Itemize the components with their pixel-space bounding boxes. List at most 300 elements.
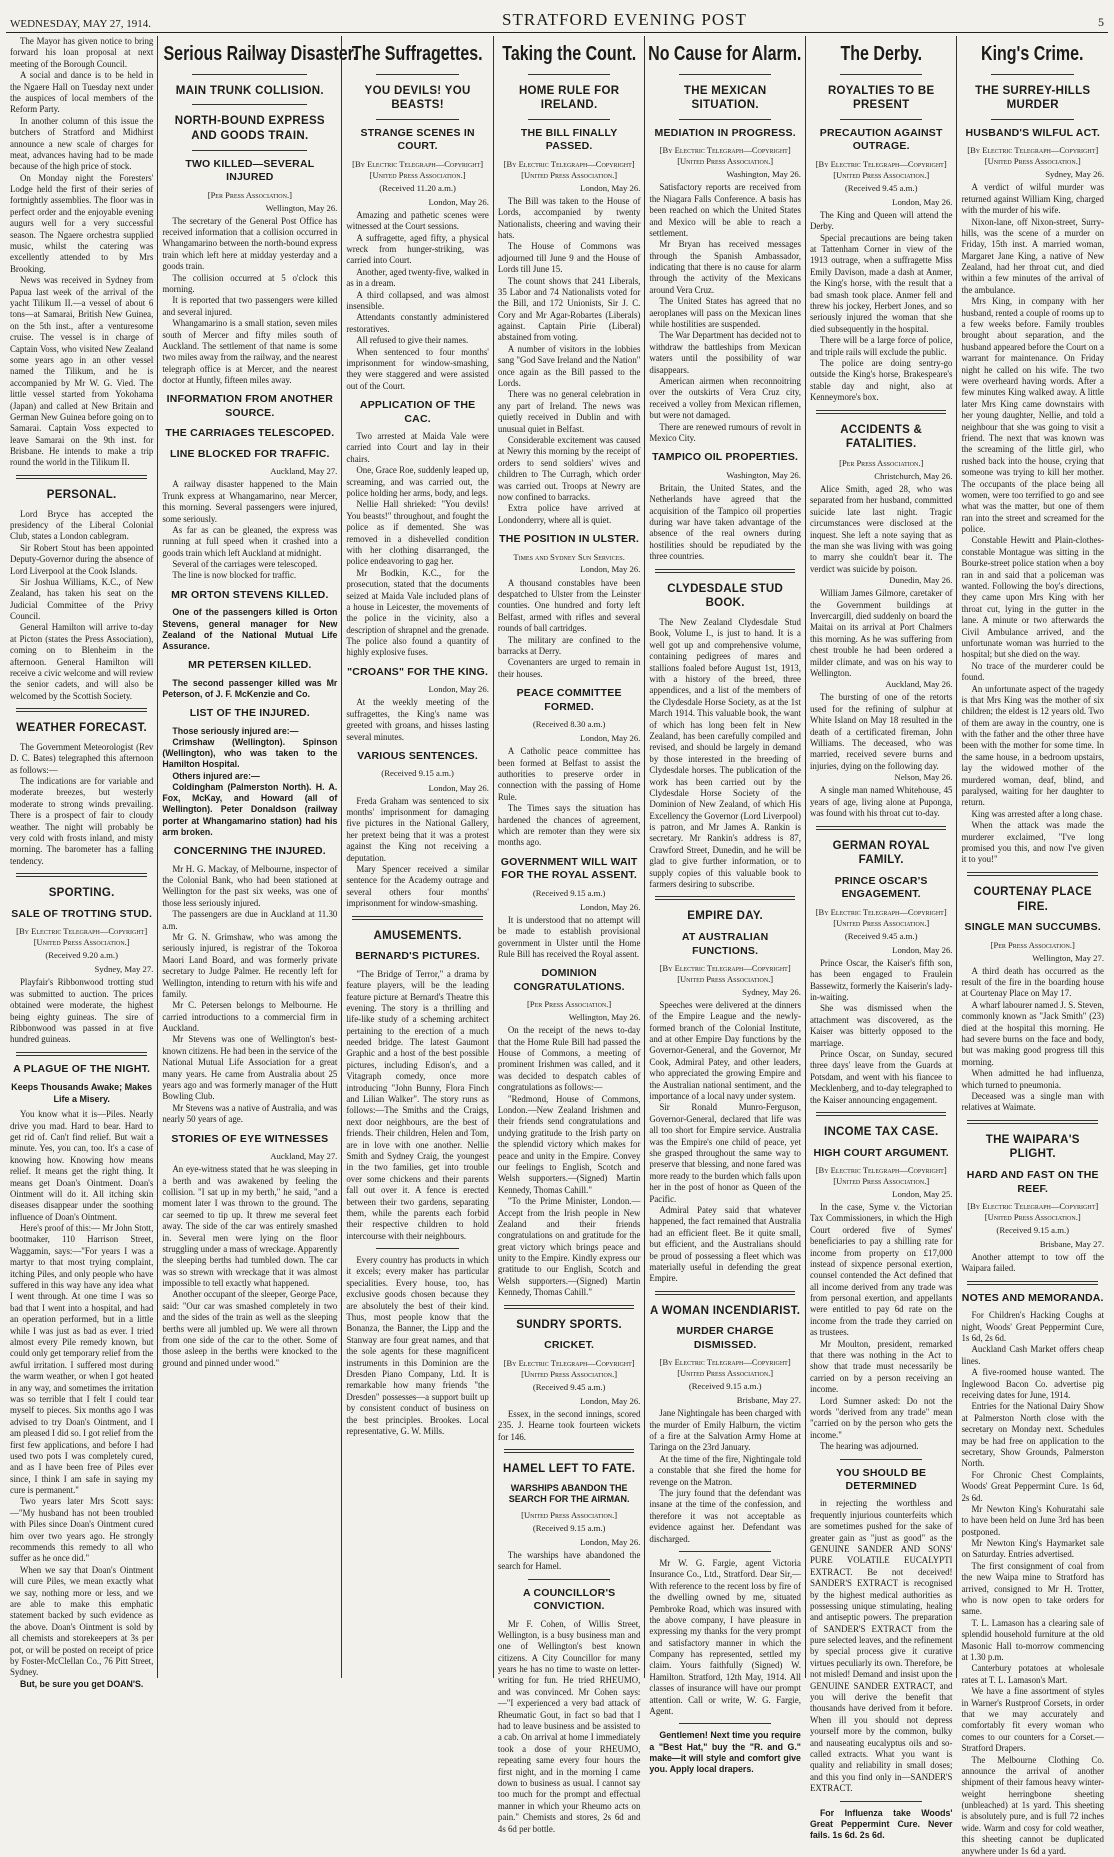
received-time: (Received 9.15 a.m.): [498, 1523, 641, 1534]
paragraph: Coldingham (Palmerston North). H. A. Fox, McKay, and Howard (all of Wellington). Peter Donaldson (railway porter at Whangamarino station) had his arm broken.: [162, 782, 337, 838]
subheading: BERNARD'S PICTURES.: [346, 950, 489, 963]
paragraph: The second passenger killed was Mr Peterson, of J. F. McKenzie and Co.: [162, 678, 337, 701]
divider: [991, 119, 1074, 120]
advert-heading: A COUNCILLOR'S CONVICTION.: [498, 1587, 641, 1614]
paragraph: There are renewed rumours of revolt in Mexico City.: [649, 422, 801, 445]
column-title: Serious Railway Disaster.: [164, 42, 336, 68]
paragraph: Considerable excitement was caused at Newry this morning by the receipt of orders to send soldiers' wives and children to The Curragh, which order was carried out. Troops at Newry are now confined to barracks.: [498, 435, 641, 503]
dateline: London, May 26.: [498, 733, 641, 744]
paragraph: It is understood that no attempt will be made to establish provisional government in Ulster until the Home Rule Bill has received the Royal assent.: [498, 915, 641, 961]
subheading: THE CARRIAGES TELESCOPED.: [162, 427, 337, 440]
dateline: London, May 26.: [498, 1537, 641, 1548]
subheading: TAMPICO OIL PROPERTIES.: [649, 451, 801, 464]
credit-line: [By Electric Telegraph—Copyright] [United Press Association.]: [810, 159, 953, 181]
dateline: London, May 26.: [810, 945, 953, 956]
paragraph: When admitted he had influenza, which turned to pneumonia.: [961, 1068, 1104, 1091]
dateline: London, May 26.: [498, 564, 641, 575]
dateline: Wellington, May 26.: [162, 203, 337, 214]
dateline: London, May 26.: [346, 783, 489, 794]
advert-heading: A PLAGUE OF THE NIGHT.: [10, 1063, 153, 1076]
paragraph: T. L. Lamason has a clearing sale of splendid household furniture at the old Masonic Hall to-morrow commencing at 1.30 p.m.: [961, 1618, 1104, 1664]
advert-heading: YOU SHOULD BE DETERMINED: [810, 1467, 953, 1494]
advert-text: When we say that Doan's Ointment will cure Piles, we mean exactly what we say, nothing more or less, and we are able to make this emphatic statement backed by such evidence as the above. Doan's Ointment is sold by all chemists and storekeepers at 3s per pot, or will be posted on receipt of price by Foster-McClellan Co., 76 Pitt Street, Sydney.: [10, 1565, 153, 1679]
subheading: SINGLE MAN SUCCUMBS.: [961, 921, 1104, 934]
issue-date: WEDNESDAY, MAY 27, 1914.: [10, 18, 151, 30]
column-title: The Suffragettes.: [345, 42, 491, 68]
paragraph: King was arrested after a long chase.: [961, 809, 1104, 820]
subheading: CRICKET.: [498, 1339, 641, 1352]
paragraph: Covenanters are urged to remain in their houses.: [498, 657, 641, 680]
column-title: No Cause for Alarm.: [649, 42, 802, 68]
paragraph: The United States has agreed that no aeroplanes will pass on the Mexican lines while hostilities are suspended.: [649, 296, 801, 330]
credit-line: [By Electric Telegraph—Copyright] [United Press Association.]: [649, 145, 801, 167]
divider: [840, 1801, 923, 1802]
section-heading: THE WAIPARA'S PLIGHT.: [961, 1133, 1104, 1162]
paragraph: Every country has products in which it excels; every maker has particular specialities. Every house, too, has exclusive goods chosen because they are absolutely the best of their kind. Thus, most people know that the Bonanza, the Banner, the Lipp and the Stanway are four great names, and that the sole agents for these magnificent instruments in this Dominion are the Dresden Piano Company, Ltd. It is remarkable how many friends "the Dresden" possesses—a support built up by consistent conduct of business on the best principles. Brookes. Local representative, G. W. Mills.: [346, 1255, 489, 1437]
paragraph: Mr G. N. Grimshaw, who was among the seriously injured, is registrar of the Tokoroa Maori Land Board, and was formerly private secretary to Judge Palmer. He recently left for Wellington, intending to return with his wife and family.: [162, 932, 337, 1000]
paragraph: Amazing and pathetic scenes were witnessed at the Court sessions.: [346, 210, 489, 233]
dateline: Brisbane, May 27.: [961, 1239, 1104, 1250]
received-time: (Received 9.15 a.m.): [649, 1381, 801, 1392]
paragraph: Others injured are:—: [162, 771, 337, 782]
column-home-rule: [493, 36, 645, 1678]
paragraph: Auckland Cash Market offers cheap lines.: [961, 1344, 1104, 1367]
section-heading: COURTENAY PLACE FIRE.: [961, 885, 1104, 914]
paragraph: A social and dance is to be held in the Ngaere Hall on Tuesday next under the auspices of local members of the Reform Party.: [10, 70, 153, 116]
column-title: Taking the Count.: [496, 42, 642, 68]
dateline: Washington, May 26.: [649, 470, 801, 481]
dateline: Auckland, May 27.: [162, 466, 337, 477]
paragraph: No trace of the murderer could be found.: [961, 661, 1104, 684]
paragraph: Satisfactory reports are received from the Niagara Falls Conference. A basis has been reached on which the United States and Mexico will be able to reach a settlement.: [649, 182, 801, 239]
subheading: HIGH COURT ARGUMENT.: [810, 1147, 953, 1160]
divider: [192, 104, 307, 105]
received-time: (Received 9.15 a.m.): [498, 888, 641, 899]
paragraph: One of the passengers killed is Orton Stevens, general manager for New Zealand of the National Mutual Life Assurance.: [162, 607, 337, 652]
paragraph: The bursting of one of the retorts used for the refining of sulphur at White Island on May 18 resulted in the death of a certificated fireman, John Williams. The deceased, who was married, received severe burns and injuries, dying on the following day.: [810, 692, 953, 772]
divider: [528, 119, 611, 120]
paragraph: It is reported that two passengers were killed and several injured.: [162, 295, 337, 318]
paragraph: Lord Sumner asked: Do not the words "derived from any trade" mean "carried on by the person who gets the income.": [810, 1396, 953, 1442]
paragraph: At the weekly meeting of the suffragettes, the King's name was greeted with groans, and hisses lasting several minutes.: [346, 697, 489, 743]
advert-text: in rejecting the worthless and frequently injurious counterfeits which are sometimes pushed for the sake of greater gain as "just as good" as the GENUINE SANDER AND SONS' PURE VOLATILE EUCALYPTI EXTRACT. Be not deceived! SANDER'S EXTRACT is recognised by the highest medical authorities as possessing unique stimulating, healing and antiseptic powers. The preparation of SANDER'S EXTRACT from the pure selected leaves, and the refinement by special process give it curative virtues peculiarly its own. Therefore, be not misled! Demand and insist upon the GENUINE SANDER EXTRACT, and you will derive the benefit that thousands have derived from it before. When ill you should not depress yourself more by the common, bulky and nauseating eucalyptus oils and so-called extracts. What you want is quality and reliability in small doses; and this you find only in—SANDER'S EXTRACT.: [810, 1498, 953, 1794]
divider: [816, 410, 947, 414]
paragraph: "Redmond, House of Commons, London.—New Zealand Irishmen and their friends send congratulations and undying gratitude to the Irish party on the splendid victory which makes for peace and unity in the Empire. Convey our feelings to English, Scotch and Welsh supporters.—(Signed) Martin Kennedy, Thomas Cahill.": [498, 1094, 641, 1197]
divider: [655, 896, 795, 900]
paragraph: A third collapsed, and was almost insensible.: [346, 290, 489, 313]
received-time: (Received 9.15 a.m.): [346, 768, 489, 779]
paragraph: The Government Meteorologist (Rev D. C. Bates) telegraphed this afternoon as follows:—: [10, 742, 153, 776]
divider: [967, 1281, 1098, 1285]
paragraph: Special precautions are being taken at Tattenham Corner in view of the 1913 outrage, when a suffragette Miss Emily Davison, made a dash at Anmer, the King's horse, with the result that a bad smash took place. Anmer fell and threw his jockey, Herbert Jones, and so seriously injured the woman that she died subsequently in the hospital.: [810, 233, 953, 336]
paragraph: Another occupant of the sleeper, George Pace, said: "Our car was smashed completely in two and the sides of the train as well as the sleeping berths were all jumbled up. We were all thrown from one side of the car to the other. Some of those asleep in the berths were knocked to the ground and pinned under wood.": [162, 1289, 337, 1369]
paragraph: Playfair's Ribbonwood trotting stud was submitted to auction. The prices obtained were moderate, the highest being eighty guineas. The sire of Ribbonwood was passed in at five hundred guineas.: [10, 977, 153, 1045]
divider: [192, 74, 307, 75]
paragraph: Attendants constantly administered restoratives.: [346, 312, 489, 335]
dateline: London, May 26.: [810, 197, 953, 208]
headline: PRECAUTION AGAINST OUTRAGE.: [810, 127, 953, 154]
advert-text: Here's proof of this:— Mr John Stott, bootmaker, 110 Harrison Street, Waggamin, says:—"For years I was a martyr to that most trying complaint, itching Piles, and only people who have suffered in this way have any idea what I went through. At one time I was so bad that I went into a hospital, and had an operation performed, but in a little while I was just as bad as ever. I tried almost every Pile remedy known, but could only get temporary relief from the awful irritation. I suffered most during the warm weather, or when I got heated in any way, and sometimes the irritation was so terrible that I felt I could tear myself to pieces. Six months ago I was advised to try Doan's Ointment, and I am pleased I did so. I got relief from the first few applications, and before I had used two pots I was completely cured, and as I have been free of Piles ever since, I think I am safe in saying my cure is permanent.": [10, 1223, 153, 1496]
subheading: MR ORTON STEVENS KILLED.: [162, 589, 337, 602]
paragraph: Sir Ronald Munro-Ferguson, Governor-General, declared that life was all too short for Empire service. Australia was the Empire's one child of peace, yet she grasped throughout the same way to preserve that blessing, and none fared was more ready to the burden which falls upon her in the post of honor as Queen of the Pacific.: [649, 1102, 801, 1205]
divider: [679, 74, 771, 75]
paragraph: We have a fine assortment of styles in Warner's Rustproof Corsets, in order that we may accurately and comfortably fit every woman who comes to our counters for a Corset.—Stratford Drapers.: [961, 1686, 1104, 1754]
column-mexico: [644, 36, 805, 1678]
divider: [528, 1579, 611, 1580]
paragraph: The New Zealand Clydesdale Stud Book, Volume I., is just to hand. It is a well got up and comprehensive volume, containing pedigrees of mares and stallions foaled before August 1st, 1913, with a history of the breed, three appendices, and a list of the members of the Clydesdale Horse Society, as at the 1st March 1914. This valuable book, the want of which has long been felt in New Zealand, has been carefully compiled and revised, and should be largely in demand by those interested in the breeding of Clydesdale horses. The publication of the work has been carried out by the Clydesdale Horse Society of the Dominion of New Zealand, of which His Excellency the Governor (Lord Liverpool) is patron, and Mr James A. Rankin is secretary. Mr Rankin's address is 87, Crawford Street, Dunedin, and he will be glad to give further information, or to supply copies of this valuable book to farmers desiring to subscribe.: [649, 617, 801, 890]
received-time: (Received 8.30 a.m.): [498, 719, 641, 730]
subheading: "CROANS" FOR THE KING.: [346, 666, 489, 679]
section-heading: SPORTING.: [10, 886, 153, 901]
divider: [352, 916, 483, 920]
credit-line: Times and Sydney Sun Services.: [498, 552, 641, 563]
paragraph: A Catholic peace committee has been formed at Belfast to assist the authorities to preserve order in connection with the passing of Home Rule.: [498, 746, 641, 803]
dateline: London, May 26.: [498, 902, 641, 913]
divider: [679, 119, 771, 120]
section-heading: SUNDRY SPORTS.: [498, 1318, 641, 1333]
credit-line: [By Electric Telegraph—Copyright] [United Press Association.]: [10, 926, 153, 948]
divider: [655, 569, 795, 573]
paragraph: For Children's Hacking Coughs at night, Woods' Great Peppermint Cure, 1s 6d, 2s 6d.: [961, 1310, 1104, 1344]
received-time: (Received 9.45 a.m.): [498, 1382, 641, 1393]
divider: [376, 1248, 459, 1249]
divider: [679, 1723, 771, 1724]
masthead: [6, 6, 1108, 33]
section-heading: INCOME TAX CASE.: [810, 1125, 953, 1140]
paragraph: Mr Stevens was one of Wellington's best-known citizens. He had been in the service of the National Mutual Life Association for a great many years. He came from Australia about 25 years ago and was formerly manager of the Hutt Bowling Club.: [162, 1034, 337, 1102]
subheading: DOMINION CONGRATULATIONS.: [498, 967, 641, 994]
dateline: Nelson, May 26.: [810, 772, 953, 783]
divider: [528, 74, 611, 75]
paragraph: Freda Graham was sentenced to six months' imprisonment for damaging five pictures in the National Gallery, her pretext being that it was a protest against the King not receiving a deputation.: [346, 796, 489, 864]
headline: THE MEXICAN SITUATION.: [649, 84, 801, 113]
column-suffragettes: [341, 36, 493, 1678]
headline: TWO KILLED—SEVERAL INJURED: [162, 158, 337, 185]
paragraph: At the time of the fire, Nightingale told a constable that she fired the home for revenge on the Matron.: [649, 1454, 801, 1488]
paragraph: Two arrested at Maida Vale were carried into Court and lay in their chairs.: [346, 431, 489, 465]
paragraph: A railway disaster happened to the Main Trunk express at Whangamarino, near Mercer, this morning. Several passengers were injured, some seriously.: [162, 479, 337, 525]
paragraph: When sentenced to four months' imprisonment for window-smashing, they were staggered and were assisted out of the Court.: [346, 347, 489, 393]
paragraph: Nixon-lane, off Nixon-street, Surry-hills, was the scene of a murder on Friday, 15th inst. A married woman, Margaret Jane King, a native of New Zealand, had her throat cut, and died within a few minutes of the arrival of the ambulance.: [961, 217, 1104, 297]
paragraph: An eye-witness stated that he was sleeping in a berth and was awakened by feeling the collision. "I sat up in my berth," he said, "and a moment later I was thrown to the ground. The car seemed to tip up. It threw me several feet away. The side of the car was entirely smashed in. Several men were lying on the floor struggling under a mass of wreckage. Apparently the sleeping berths had tumbled down. The car was so strewn with wreckage that it was almost impossible to tell exactly what happened.: [162, 1164, 337, 1289]
divider: [376, 74, 459, 75]
paragraph: A verdict of wilful murder was returned against William King, charged with the murder of his wife.: [961, 182, 1104, 216]
section-heading: GERMAN ROYAL FAMILY.: [810, 839, 953, 868]
paragraph: Several of the carriages were telescoped.: [162, 559, 337, 570]
paragraph: The indications are for variable and moderate breezes, but westerly moderate to strong winds prevailing. There is a prospect of fair to cloudy weather. The night will probably be very cold with frosts inland, and misty morning. The barometer has a falling tendency.: [10, 776, 153, 867]
paragraph: The King and Queen will attend the Derby.: [810, 210, 953, 233]
credit-line: [By Electric Telegraph—Copyright] [United Press Association.]: [649, 1357, 801, 1379]
paragraph: Mary Spencer received a similar sentence for the Academy outrage and several others four months' imprisonment for window-smashing.: [346, 864, 489, 910]
headline: THE SURREY-HILLS MURDER: [961, 84, 1104, 113]
divider: [967, 1120, 1098, 1124]
paragraph: The War Department has decided not to withdraw the battleships from Mexican waters until the possibility of war disappears.: [649, 330, 801, 376]
paragraph: The passengers are due in Auckland at 11.30 a.m.: [162, 909, 337, 932]
section-heading: EMPIRE DAY.: [649, 909, 801, 924]
paragraph: A suffragette, aged fifty, a physical wreck from hunger-striking, was carried into Court.: [346, 233, 489, 267]
dateline: London, May 26.: [498, 1396, 641, 1407]
paragraph: Essex, in the second innings, scored 235. J. Hearne took fourteen wickets for 146.: [498, 1409, 641, 1443]
received-time: (Received 9.45 a.m.): [810, 931, 953, 942]
paragraph: Jane Nightingale has been charged with the murder of Emily Halburn, the victim of a fire at the Salvation Army Home at Taringa on the 23rd January.: [649, 1408, 801, 1454]
newspaper-title: STRATFORD EVENING POST: [502, 10, 747, 30]
divider: [16, 708, 147, 712]
section-heading: WEATHER FORECAST.: [10, 721, 153, 736]
paragraph: Sir Robert Stout has been appointed Deputy-Governor during the absence of Lord Liverpool at the Cook Islands.: [10, 543, 153, 577]
dateline: London, May 26.: [346, 197, 489, 208]
section-heading: ACCIDENTS & FATALITIES.: [810, 423, 953, 452]
paragraph: A thousand constables have been despatched to Ulster from the Leinster counties. One hundred and forty left Belfast, armed with rifles and several rounds of ball cartridges.: [498, 578, 641, 635]
paragraph: Canterbury potatoes at wholesale rates at T. L. Lamason's Mart.: [961, 1663, 1104, 1686]
paragraph: There was no general celebration in any part of Ireland. The news was quietly received in Dublin and with unusual quiet in Belfast.: [498, 389, 641, 435]
paragraph: In another column of this issue the butchers of Stratford and Midhirst announce a new scale of charges for meat, advances having had to be made because of the high price of stock.: [10, 116, 153, 173]
credit-line: [By Electric Telegraph—Copyright] [United Press Association.]: [961, 145, 1104, 167]
column-local-news: [6, 36, 157, 1678]
paragraph: An unfortunate aspect of the tragedy is that Mrs King was the mother of six children; the eldest is 12 years old. Two of them are away in the country, one is with the father and the other three have been with the mother for some time. In the same house, in a bedroom upstairs, lay the widowed mother of the murdered woman, deaf, blind, and paralysed, waiting for her daughter to return.: [961, 684, 1104, 809]
advert-text: Mr W. G. Fargie, agent Victoria Insurance Co., Ltd., Stratford. Dear Sir,—With reference to the recent loss by fire of the dwelling owned by me, situated Pembroke Road, which was insured with the above company, I have pleasure in expressing my thanks for the very prompt and satisfactory manner in which the Company has represented, settled my claim. Yours faithfully (Signed) W. Hamilton. Stratford, 12th May, 1914. All classes of insurance will have our prompt attention. Call or write, W. G. Fargie, Agent.: [649, 1558, 801, 1717]
subheading: HARD AND FAST ON THE REEF.: [961, 1169, 1104, 1196]
paragraph: Mr H. G. Mackay, of Melbourne, inspector of the Colonial Bank, who had been stationed at Wellington for the past six weeks, was one of those less seriously injured.: [162, 864, 337, 910]
dateline: Dunedin, May 26.: [810, 575, 953, 586]
paragraph: "The Bridge of Terror," a drama by feature players, will be the leading feature picture at Bernard's Theatre this evening. The story is a thrilling and life-like study of a scheming architect pertaining to the erection of a much needed bridge. The latest Gaumont Graphic and a host of the best possible pictures, including Edison's, and a Vitagraph comedy, once more introducing "John Bunny, Flora Finch and Lilian Walker". The story runs as follows:—The Smiths and the Craigs, next door neighbours, are the best of friends. Their children, Helen and Tom, are in love with one another. Nellie Smith and Sydney Craig, the youngest in the two families, get into trouble over some chickens and their parents fall out over it. A fence is erected between their two gardens, separating them, while the parents each forbid their respective children to hold intercourse with their neighbours.: [346, 969, 489, 1242]
subheading: AT AUSTRALIAN FUNCTIONS.: [649, 931, 801, 958]
headline: NORTH-BOUND EXPRESS AND GOODS TRAIN.: [162, 114, 337, 143]
section-heading: NOTES AND MEMORANDA.: [961, 1292, 1104, 1305]
headline: STRANGE SCENES IN COURT.: [346, 127, 489, 154]
dateline: Auckland, May 26.: [810, 679, 953, 690]
column-title: King's Crime.: [960, 42, 1106, 68]
subheading: WARSHIPS ABANDON THE SEARCH FOR THE AIRMAN.: [498, 1483, 641, 1506]
subheading: LINE BLOCKED FOR TRAFFIC.: [162, 448, 337, 461]
paragraph: A wharf labourer named J. S. Steven, commonly known as "Jack Smith" (23) died at the hospital this morning. He had severe burns on the face and body, but was making good progress till this morning.: [961, 1000, 1104, 1068]
section-heading: CLYDESDALE STUD BOOK.: [649, 582, 801, 611]
divider: [840, 74, 923, 75]
paragraph: The Bill was taken to the House of Lords, accompanied by twenty Nationalists, cheering and waving their hats.: [498, 196, 641, 242]
paragraph: The Mayor has given notice to bring forward his loan proposal at next meeting of the Borough Council.: [10, 36, 153, 70]
credit-line: [Per Press Association.]: [810, 458, 953, 469]
paragraph: Lord Bryce has accepted the presidency of the Liberal Colonial Club, states a London cablegram.: [10, 509, 153, 543]
dateline: Brisbane, May 27.: [649, 1395, 801, 1406]
paragraph: She was dismissed when the attachment was discovered, as the Kaiser was bitterly opposed to the marriage.: [810, 1003, 953, 1049]
paragraph: The military are confined to the barracks at Derry.: [498, 635, 641, 658]
subheading: APPLICATION OF THE CAC.: [346, 399, 489, 426]
paragraph: "To the Prime Minister, London.—Accept from the Irish people in New Zealand and their friends congratulations on and gratitude for the great victory which brings peace and unity to the Empire. Kindly express our gratitude to our English, Scotch and Welsh supporters.—(Signed) Martin Kennedy, Thomas Cahill.": [498, 1196, 641, 1299]
paragraph: Deceased was a single man with relatives at Waimate.: [961, 1091, 1104, 1114]
divider: [967, 872, 1098, 876]
dateline: Sydney, May 26.: [649, 987, 801, 998]
divider: [376, 119, 459, 120]
paragraph: The first consignment of coal from the new Waipa mine to Stratford has arrived, consigned to Mr H. Trotter, who is now open to take orders for same.: [961, 1561, 1104, 1618]
column-title: The Derby.: [808, 42, 954, 68]
subheading: PEACE COMMITTEE FORMED.: [498, 687, 641, 714]
paragraph: Britain, the United States, and the Netherlands have agreed that the acquisition of the Tampico oil properties during war have taken advantage of the absence of the real owners during hostilities should be repudiated by the three countries.: [649, 483, 801, 563]
paragraph: All refused to give their names.: [346, 335, 489, 346]
credit-line: [By Electric Telegraph—Copyright] [United Press Association.]: [498, 1358, 641, 1380]
dateline: Sydney, May 27.: [10, 964, 153, 975]
headline: MAIN TRUNK COLLISION.: [162, 84, 337, 99]
divider: [504, 1449, 635, 1453]
paragraph: Mr Bodkin, K.C., for the prosecution, stated that the documents seized at Maida Vale included plans of a house in Leicester, the movements of the police in the vicinity, also a description of shrapnel and the grenade. The police also found a quantity of highly explosive fuses.: [346, 568, 489, 659]
paragraph: On Monday night the Foresters' Lodge held the first of their series of fortnightly assemblies. The floor was in perfect order and the enjoyable evening augurs well for a very successful season. The Ngaere orchestra supplied music, whilst the catering was excellently attended to by Mrs Brooking.: [10, 173, 153, 276]
paragraph: The hearing was adjourned.: [810, 1441, 953, 1452]
received-time: (Received 11.20 a.m.): [346, 183, 489, 194]
advert-text: For Influenza take Woods' Great Peppermint Cure. Never fails. 1s 6d. 2s 6d.: [810, 1808, 953, 1842]
dateline: Christchurch, May 26.: [810, 471, 953, 482]
headline: THE BILL FINALLY PASSED.: [498, 127, 641, 154]
paragraph: A third death has occurred as the result of the fire in the boarding house at Courtenay Place on May 17.: [961, 966, 1104, 1000]
received-time: (Received 9.15 a.m.): [961, 1225, 1104, 1236]
section-heading: A WOMAN INCENDIARIST.: [649, 1304, 801, 1319]
dateline: Wellington, May 26.: [498, 1012, 641, 1023]
columns: [6, 36, 1108, 1678]
divider: [991, 74, 1074, 75]
paragraph: Mr Newton King's Haymarket sale on Saturday. Entries advertised.: [961, 1538, 1104, 1561]
section-heading: AMUSEMENTS.: [346, 929, 489, 944]
divider: [16, 475, 147, 479]
paragraph: Mrs King, in company with her husband, rented a couple of rooms up to a few weeks before. Family troubles brought about separation, and the husband appeared before the Court on a warrant for maintenance. On Friday night he called on his wife. The two were overheard having words. After a few minutes King walked away. A little later Mrs King came downstairs with her young daughter, Nellie, and told a neighbour that she was going to visit a friend. The next that was known was the screaming of the little girl, who rushed back into the house, crying that someone was trying to kill her mother. The occupants of the place being all women, were too terrified to go and see what was the matter, but one of them ran into the street and screamed for the police.: [961, 296, 1104, 535]
paragraph: The Times says the situation has hardened the chances of agreement, which are remoter than they were six months ago.: [498, 803, 641, 849]
advert-text: Mr F. Cohen, of Willis Street, Wellington, is a busy business man and one of Wellington's best known citizens. A City Councillor for many years he has no time to waste on letter-writing for fun. He tried RHEUMO, and was convinced. Mr Cohen says:—"I experienced a very bad attack of Rheumatic Gout, in fact so bad that I had to leave business and be assisted to a cab. On arrival at home I immediately took a dose of your RHEUMO, repeating same every four hours the first night, and in the morning I came down to business as usual. I cannot say too much for the prompt and effectual manner in which your Rheumo acts on pain." Chemists and stores, 2s 6d and 4s 6d per bottle.: [498, 1619, 641, 1835]
divider: [655, 1291, 795, 1295]
dateline: Auckland, May 27.: [162, 1151, 337, 1162]
paragraph: Entries for the National Dairy Show at Palmerston North close with the secretary on Monday next. Schedules may be had free on application to the secretary, Show Grounds, Palmerston North.: [961, 1401, 1104, 1469]
credit-line: [By Electric Telegraph—Copyright] [United Press Association.]: [961, 1201, 1104, 1223]
credit-line: [Per Press Association.]: [162, 190, 337, 201]
paragraph: Another attempt to tow off the Waipara failed.: [961, 1252, 1104, 1275]
credit-line: [United Press Association.]: [498, 1510, 641, 1521]
paragraph: The House of Commons was adjourned till June 9 and the House of Lords till June 15.: [498, 241, 641, 275]
divider: [504, 1305, 635, 1309]
paragraph: Mr Stevens was a native of Australia, and was nearly 50 years of age.: [162, 1103, 337, 1126]
credit-line: [By Electric Telegraph—Copyright] [United Press Association.]: [498, 159, 641, 181]
paragraph: Alice Smith, aged 28, who was separated from her husband, committed suicide late last night. Tragic circumstances were disclosed at the inquest. She left a note saying that as the man she was living with was going to marry she couldn't bear it. The verdict was suicide by poison.: [810, 484, 953, 575]
dateline: London, May 26.: [346, 684, 489, 695]
paragraph: Constable Hewitt and Plain-clothes-constable Montague was sitting in the Bourke-street police station when a boy ran in and said that a policeman was wanted. Following the boy's directions, they came upon Mrs King with her throat cut, lying in the gutter in the lane. A minute or two afterwards the Civil Ambulance arrived, and the unfortunate woman was hurried to the hospital; but she died on the way.: [961, 535, 1104, 660]
divider: [840, 1459, 923, 1460]
paragraph: The police are doing sentry-go outside the King's horse, Brakespeare's stable day and night, also at Kenneymore's box.: [810, 358, 953, 404]
paragraph: The line is now blocked for traffic.: [162, 570, 337, 581]
advert-text: But, be sure you get DOAN'S.: [10, 1679, 153, 1690]
credit-line: [By Electric Telegraph—Copyright] [United Press Association.]: [810, 1165, 953, 1187]
paragraph: Prince Oscar, the Kaiser's fifth son, has been engaged to Fraulein Bassewitz, formerly the Kaiserin's lady-in-waiting.: [810, 958, 953, 1004]
page-number: 5: [1098, 15, 1104, 30]
paragraph: For Chronic Chest Complaints, Woods' Great Peppermint Cure. 1s 6d, 2s 6d.: [961, 1470, 1104, 1504]
divider: [16, 873, 147, 877]
column-derby: [805, 36, 957, 1678]
column-kings-crime: [956, 36, 1108, 1678]
advert-subheading: Keeps Thousands Awake; Makes Life a Misery.: [10, 1082, 153, 1105]
paragraph: One, Grace Roe, suddenly leaped up, screaming, and was carried out, the police holding her arms, body, and legs.: [346, 465, 489, 499]
headline: ROYALTIES TO BE PRESENT: [810, 84, 953, 113]
paragraph: A five-roomed house wanted. The Inglewood Bacon Co. advertise pig receiving dates for June, 1914.: [961, 1367, 1104, 1401]
dateline: Sydney, May 26.: [961, 169, 1104, 180]
paragraph: On the receipt of the news to-day that the Home Rule Bill had passed the House of Commons, a meeting of prominent Irishmen was called, and it was decided to despatch cables of congratulations as follows:—: [498, 1025, 641, 1093]
advert-text: Two years later Mrs Scott says:—"My husband has not been troubled with Piles since Doan's Ointment cured him over two years ago. He strongly recommends this remedy to all who suffer as he once did.": [10, 1496, 153, 1564]
subheading: MURDER CHARGE DISMISSED.: [649, 1325, 801, 1352]
paragraph: Admiral Patey said that whatever happened, the fact remained that Australia had an efficient fleet. Be it quite small, but efficient, and the Australians should be proud of possessing a fleet which was materially useful in defending the great Empire.: [649, 1205, 801, 1285]
paragraph: Mr Moulton, president, remarked that there was nothing in the Act to show that trade must necessarily be carried on by a person receiving an income.: [810, 1339, 953, 1396]
headline: HUSBAND'S WILFUL ACT.: [961, 127, 1104, 140]
paragraph: The Melbourne Clothing Co. announce the arrival of another shipment of their famous heavy winter-weight herringbone sheeting (unbleached) at 1s yard. This sheeting is absolutely pure, and is full 72 inches wide. Warm and cosy for cold weather, this sheeting cannot be duplicated anywhere under 1s 6d a yard.: [961, 1755, 1104, 1857]
paragraph: The jury found that the defendant was insane at the time of the confession, and therefore it was not acceptable as evidence against her. Defendant was discharged.: [649, 1488, 801, 1545]
divider: [840, 119, 923, 120]
paragraph: Nellie Hall shrieked: "You devils! You beasts!" throughout, and fought the police as if demented. She was removed in a dishevelled condition with her clothing disarranged, the police endeavoring to gag her.: [346, 499, 489, 567]
subheading: STORIES OF EYE WITNESSES: [162, 1133, 337, 1146]
paragraph: Crimshaw (Wellington). Spinson (Wellington), who was taken to the Hamilton Hospital.: [162, 737, 337, 771]
paragraph: A number of visitors in the lobbies sang "God Save Ireland and the Nation" once again as the Bill passed to the Lords.: [498, 344, 641, 390]
divider: [679, 1551, 771, 1552]
paragraph: Mr Newton King's Kohuratahi sale to have been held on June 3rd has been postponed.: [961, 1504, 1104, 1538]
paragraph: The secretary of the General Post Office has received information that a collision occurred in Whangamarino between the north-bound express train which left here at midday yesterday and a goods train.: [162, 216, 337, 273]
subheading: GOVERNMENT WILL WAIT FOR THE ROYAL ASSENT.: [498, 856, 641, 883]
paragraph: As far as can be gleaned, the express was running at full speed when it crashed into a goods train which left Auckland at midnight.: [162, 525, 337, 559]
advert-text: Gentlemen! Next time you require a "Best Hat," buy the "R. and G." make—it will style and comfort give you. Apply local drapers.: [649, 1730, 801, 1775]
paragraph: American airmen when reconnoitring over the outskirts of Vera Cruz city, received a volley from Mexican riflemen, but were not damaged.: [649, 376, 801, 422]
divider: [192, 150, 307, 151]
dateline: London, May 25.: [810, 1189, 953, 1200]
paragraph: Speeches were delivered at the dinners of the Empire League and the newly-formed branch of the Colonial Institute, and at other Empire Day functions by the Governor-General, and the Governor, Mr Cook, Admiral Patey, and other leaders, who appreciated the growing Empire and the Australian national sentiment, and the importance of a local navy under system.: [649, 1000, 801, 1103]
column-railway-disaster: [157, 36, 341, 1678]
subheading: SALE OF TROTTING STUD.: [10, 908, 153, 921]
paragraph: Those seriously injured are:—: [162, 726, 337, 737]
paragraph: Another, aged twenty-five, walked in as in a dream.: [346, 267, 489, 290]
divider: [816, 1112, 947, 1116]
credit-line: [By Electric Telegraph—Copyright] [United Press Association.]: [649, 963, 801, 985]
dateline: London, May 26.: [498, 183, 641, 194]
paragraph: William James Gilmore, caretaker of the Government buildings at Invercargill, died suddenly on board the Maitai on its arrival at Port Chalmers this morning. As he was suffering from chest trouble he had been ordered a milder climate, and was on his way to Wellington.: [810, 588, 953, 679]
dateline: Washington, May 26.: [649, 169, 801, 180]
received-time: (Received 9.20 a.m.): [10, 950, 153, 961]
headline: MEDIATION IN PROGRESS.: [649, 127, 801, 140]
subheading: CONCERNING THE INJURED.: [162, 845, 337, 858]
divider: [816, 826, 947, 830]
headline: YOU DEVILS! YOU BEASTS!: [346, 84, 489, 113]
paragraph: When the attack was made the murderer exclaimed, "I've long promised you this, and now I've given it to you!": [961, 820, 1104, 866]
subheading: THE POSITION IN ULSTER.: [498, 533, 641, 546]
paragraph: The count shows that 241 Liberals, 35 Labor and 74 Nationalists voted for the Bill, and 172 Unionists, Sir J. C. Cory and Mr Agar-Robartes (Liberals) against. Captain Pirie (Liberal) abstained from voting.: [498, 276, 641, 344]
subheading: VARIOUS SENTENCES.: [346, 750, 489, 763]
advert-text: You know what it is—Piles. Nearly drive you mad. Hard to bear. Hard to get rid of. Can't find relief. But wait a minute. Yes, you can, too. It's a case of knowing how. Knowing how means relief. It means get the right thing. It means get Doan's Ointment. Doan's Ointment will do it. All itching skin diseases disappear under the soothing influence of Doan's Ointment.: [10, 1109, 153, 1223]
paragraph: Prince Oscar, on Sunday, secured three days' leave from the Guards at Potsdam, and went with his fiancee to Mecklenberg, and to-day telegraphed to the Kaiser announcing engagement.: [810, 1049, 953, 1106]
credit-line: [Per Press Association.]: [961, 940, 1104, 951]
subheading: LIST OF THE INJURED.: [162, 707, 337, 720]
paragraph: There will be a large force of police, and triple rails will exclude the public.: [810, 335, 953, 358]
subheading: PRINCE OSCAR'S ENGAGEMENT.: [810, 875, 953, 902]
section-heading: PERSONAL.: [10, 488, 153, 503]
paragraph: Extra police have arrived at Londonderry, where all is quiet.: [498, 503, 641, 526]
paragraph: A single man named Whitehouse, 45 years of age, living alone at Puponga, was found with his throat cut to-day.: [810, 785, 953, 819]
credit-line: [Per Press Association.]: [498, 999, 641, 1010]
divider: [16, 1052, 147, 1056]
subheading: MR PETERSEN KILLED.: [162, 659, 337, 672]
paragraph: Mr Bryan has received messages through the Spanish Ambassador, indicating that there is no cause for alarm through the activity of the Mexicans around Vera Cruz.: [649, 239, 801, 296]
paragraph: News was received in Sydney from Papua last week of the arrival of the yacht Tilikum II.—a vessel of about 6 tons—at Samarai, British New Guinea, on the 5th inst., after a venturesome cruise. The vessel is in charge of Captain Voss, who visited New Zealand some years ago in an other vessel named the Tilikum, and he is accompanied by Mr W. G. Vied. The little vessel started from Yokohama (Japan) and called at New Britain and German New Guinea before going on to Samarai. Captain Voss expected to leave Samarai on the 9th inst. for Brisbane. He intends to make a trip round the world in the Tilikum II.: [10, 275, 153, 469]
paragraph: The collision occurred at 5 o'clock this morning.: [162, 273, 337, 296]
paragraph: Whangamarino is a small station, seven miles south of Mercer and fifty miles south of Auckland. The settlement of that name is some two miles away from the railway, and the nearest telegraph office is at Mercer, and the nearest doctor at Huntly, fifteen miles away.: [162, 318, 337, 386]
paragraph: Sir Joshua Williams, K.C., of New Zealand, has taken his seat on the Judicial Committee of the Privy Council.: [10, 577, 153, 623]
paragraph: In the case, Syme v. the Victorian Tax Commissioners, in which the High Court ordered five of Symes' beneficiaries to pay a shilling rate for income from property on £17,000 instead of sixpence personal exertion, counsel contended the Act defined that all income derived from any trade was from personal exertion, and appellants were entitled to pay 6d rate on the income from the trade they carried on as trustees.: [810, 1202, 953, 1339]
headline: HOME RULE FOR IRELAND.: [498, 84, 641, 113]
paragraph: The warships have abandoned the search for Hamel.: [498, 1550, 641, 1573]
received-time: (Received 9.45 a.m.): [810, 183, 953, 194]
credit-line: [By Electric Telegraph—Copyright] [United Press Association.]: [810, 907, 953, 929]
paragraph: General Hamilton will arrive to-day at Picton (states the Press Association), coming on to Blenheim in the afternoon. General Hamilton will receive a civic welcome and will review the senior cadets, and will also be welcomed by the Scottish Society.: [10, 622, 153, 702]
subheading: INFORMATION FROM ANOTHER SOURCE.: [162, 393, 337, 420]
credit-line: [By Electric Telegraph—Copyright] [United Press Association.]: [346, 159, 489, 181]
section-heading: HAMEL LEFT TO FATE.: [498, 1462, 641, 1477]
paragraph: Mr C. Petersen belongs to Melbourne. He carried introductions to a commercial firm in Auckland.: [162, 1000, 337, 1034]
dateline: Wellington, May 27.: [961, 953, 1104, 964]
